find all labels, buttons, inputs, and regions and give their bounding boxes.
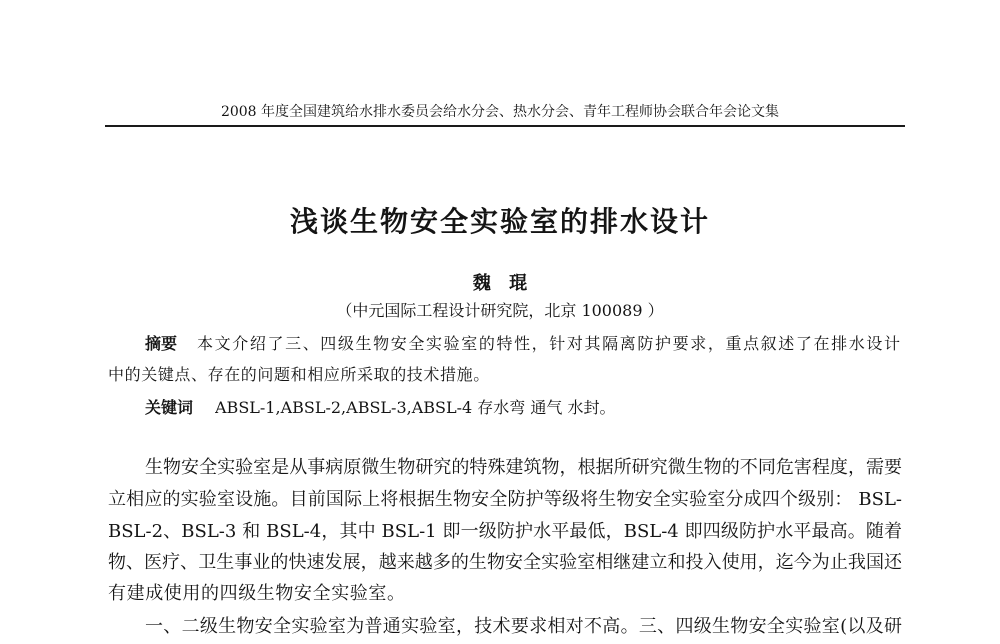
body-line: 有建成使用的四级生物安全实验室。 [108,583,406,604]
body-line: 一、二级生物安全实验室为普通实验室，技术要求相对不高。三、四级生物安全实验室(以及研 [145,616,902,637]
body-line: 立相应的实验室设施。目前国际上将根据生物安全防护等级将生物安全实验室分成四个级别： BSL- [108,489,902,510]
header-rule [105,125,905,127]
author: 魏 琨 [472,273,528,294]
paper-title: 浅谈生物安全实验室的排水设计 [289,205,710,238]
abstract-line: 本文介绍了三、四级生物安全实验室的特性，针对其隔离防护要求，重点叙述了在排水设计 [197,334,900,353]
abstract-line: 中的关键点、存在的问题和相应所采取的技术措施。 [108,365,490,384]
running-header: 2008 年度全国建筑给水排水委员会给水分会、热水分会、青年工程师协会联合年会论文集 [220,104,780,120]
abstract-label: 摘要 [145,334,178,353]
body-line: BSL-2、BSL-3 和 BSL-4，其中 BSL-1 即一级防护水平最低，BSL-4 即四级防护水平最高。随着 [108,521,902,542]
body-line: 生物安全实验室是从事病原微生物研究的特殊建筑物，根据所研究微生物的不同危害程度，需要 [145,457,902,478]
keywords-text: ABSL-1,ABSL-2,ABSL-3,ABSL-4 存水弯 通气 水封。 [215,398,616,417]
affiliation: （中元国际工程设计研究院，北京 100089 ） [336,301,664,320]
body-line: 物、医疗、卫生事业的快速发展，越来越多的生物安全实验室相继建立和投入使用，迄今为止我国还 [108,552,902,573]
keywords-label: 关键词 [145,398,194,417]
